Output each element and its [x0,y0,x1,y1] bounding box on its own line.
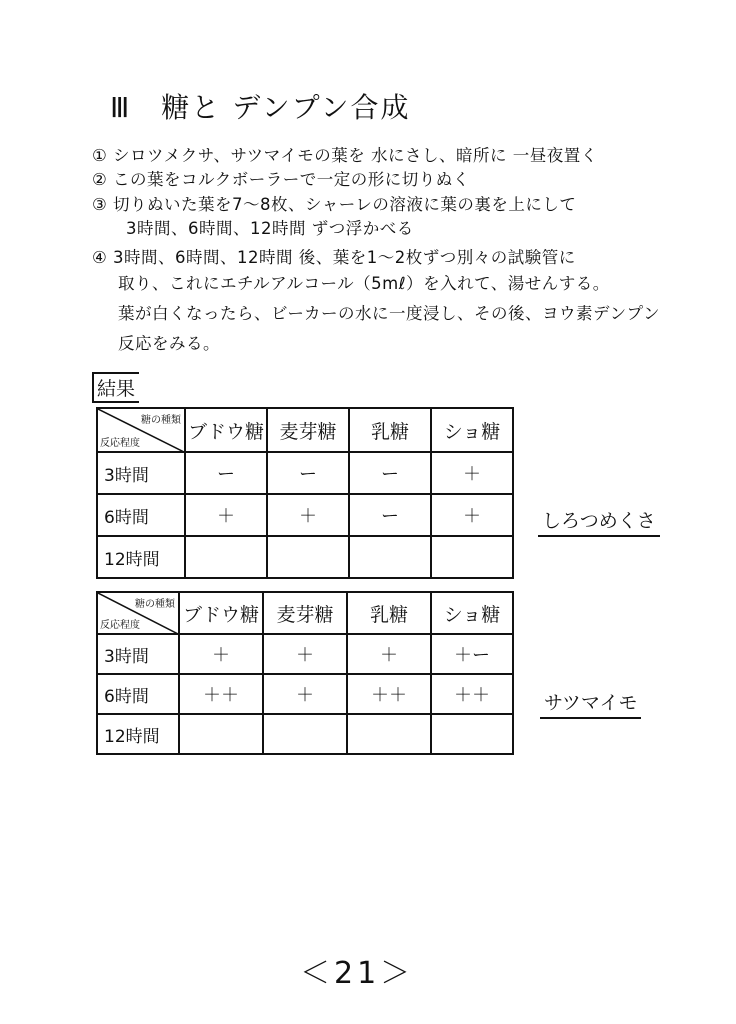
result-cell: ー [267,452,349,494]
step-4 [92,244,576,268]
result-cell [431,714,513,754]
plant-label-shirotsumekusa: しろつめくさ [538,506,660,537]
result-cell: ＋ [263,634,347,674]
step-3 [92,191,576,215]
result-cell: ＋ [185,494,267,536]
section-title: Ⅲ 糖と デンプン合成 [110,91,411,124]
step-4-continued-1 [118,270,610,294]
result-cell: ＋＋ [347,674,431,714]
result-cell [185,536,267,578]
corner-label-reaction-degree: 反応程度 [100,620,140,631]
step-text: 取り、これにエチルアルコール（5mℓ）を入れて、湯せんする。 [118,274,610,293]
step-text: 葉が白くなったら、ビーカーの水に一度浸し、その後、ヨウ素デンプン [118,304,661,323]
step-1 [92,142,598,166]
step-text: 反応をみる。 [118,334,220,353]
row-label: 12時間 [97,714,179,754]
column-header: 乳糖 [347,592,431,634]
column-header: 乳糖 [349,408,431,452]
step-2 [92,166,470,190]
result-cell [267,536,349,578]
table-row [97,674,513,714]
result-cell [431,536,513,578]
corner-label-sugar-type: 糖の種類 [141,415,181,426]
result-cell: ＋ [263,674,347,714]
result-heading: 結果 [92,372,139,403]
step-text: 3時間、6時間、12時間 後、葉を1～2枚ずつ別々の試験管に [113,248,576,267]
table-row [97,714,513,754]
step-text: シロツメクサ、サツマイモの葉を 水にさし、暗所に 一昼夜置く [113,146,598,165]
result-cell: ＋ー [431,634,513,674]
result-cell: ＋＋ [179,674,263,714]
result-cell: ー [349,494,431,536]
step-4-continued-3 [118,330,220,354]
result-cell: ＋ [431,494,513,536]
plant-label-satsumaimo: サツマイモ [540,688,641,719]
result-cell: ＋ [179,634,263,674]
step-number: ③ [92,195,108,214]
table-row [97,452,513,494]
table-corner-cell [97,408,185,452]
result-cell: ＋＋ [431,674,513,714]
row-label: 12時間 [97,536,185,578]
table-row [97,494,513,536]
result-cell [263,714,347,754]
row-label: 3時間 [97,634,179,674]
page-number: ＜21＞ [300,956,415,991]
step-4-continued-2 [118,300,660,324]
result-cell [349,536,431,578]
table-row [97,634,513,674]
result-table-shirotsumekusa [96,407,514,579]
table-row [97,536,513,578]
row-label: 3時間 [97,452,185,494]
result-table-satsumaimo [96,591,514,755]
step-number: ② [92,170,108,189]
result-cell: ー [349,452,431,494]
row-label: 6時間 [97,494,185,536]
row-label: 6時間 [97,674,179,714]
column-header: ショ糖 [431,408,513,452]
column-header: ショ糖 [431,592,513,634]
column-header: 麦芽糖 [267,408,349,452]
result-cell: ＋ [431,452,513,494]
corner-label-sugar-type: 糖の種類 [135,599,175,610]
step-text: この葉をコルクボーラーで一定の形に切りぬく [113,170,470,189]
result-cell: ＋ [267,494,349,536]
step-3-continued [126,215,414,239]
result-cell [347,714,431,754]
result-cell: ー [185,452,267,494]
step-number: ① [92,146,108,165]
column-header: ブドウ糖 [185,408,267,452]
table-corner-cell [97,592,179,634]
column-header: ブドウ糖 [179,592,263,634]
column-header: 麦芽糖 [263,592,347,634]
result-cell [179,714,263,754]
step-text: 3時間、6時間、12時間 ずつ浮かべる [126,219,414,238]
step-number: ④ [92,248,108,267]
result-cell: ＋ [347,634,431,674]
corner-label-reaction-degree: 反応程度 [100,438,140,449]
step-text: 切りぬいた葉を7～8枚、シャーレの溶液に葉の裏を上にして [113,195,577,214]
